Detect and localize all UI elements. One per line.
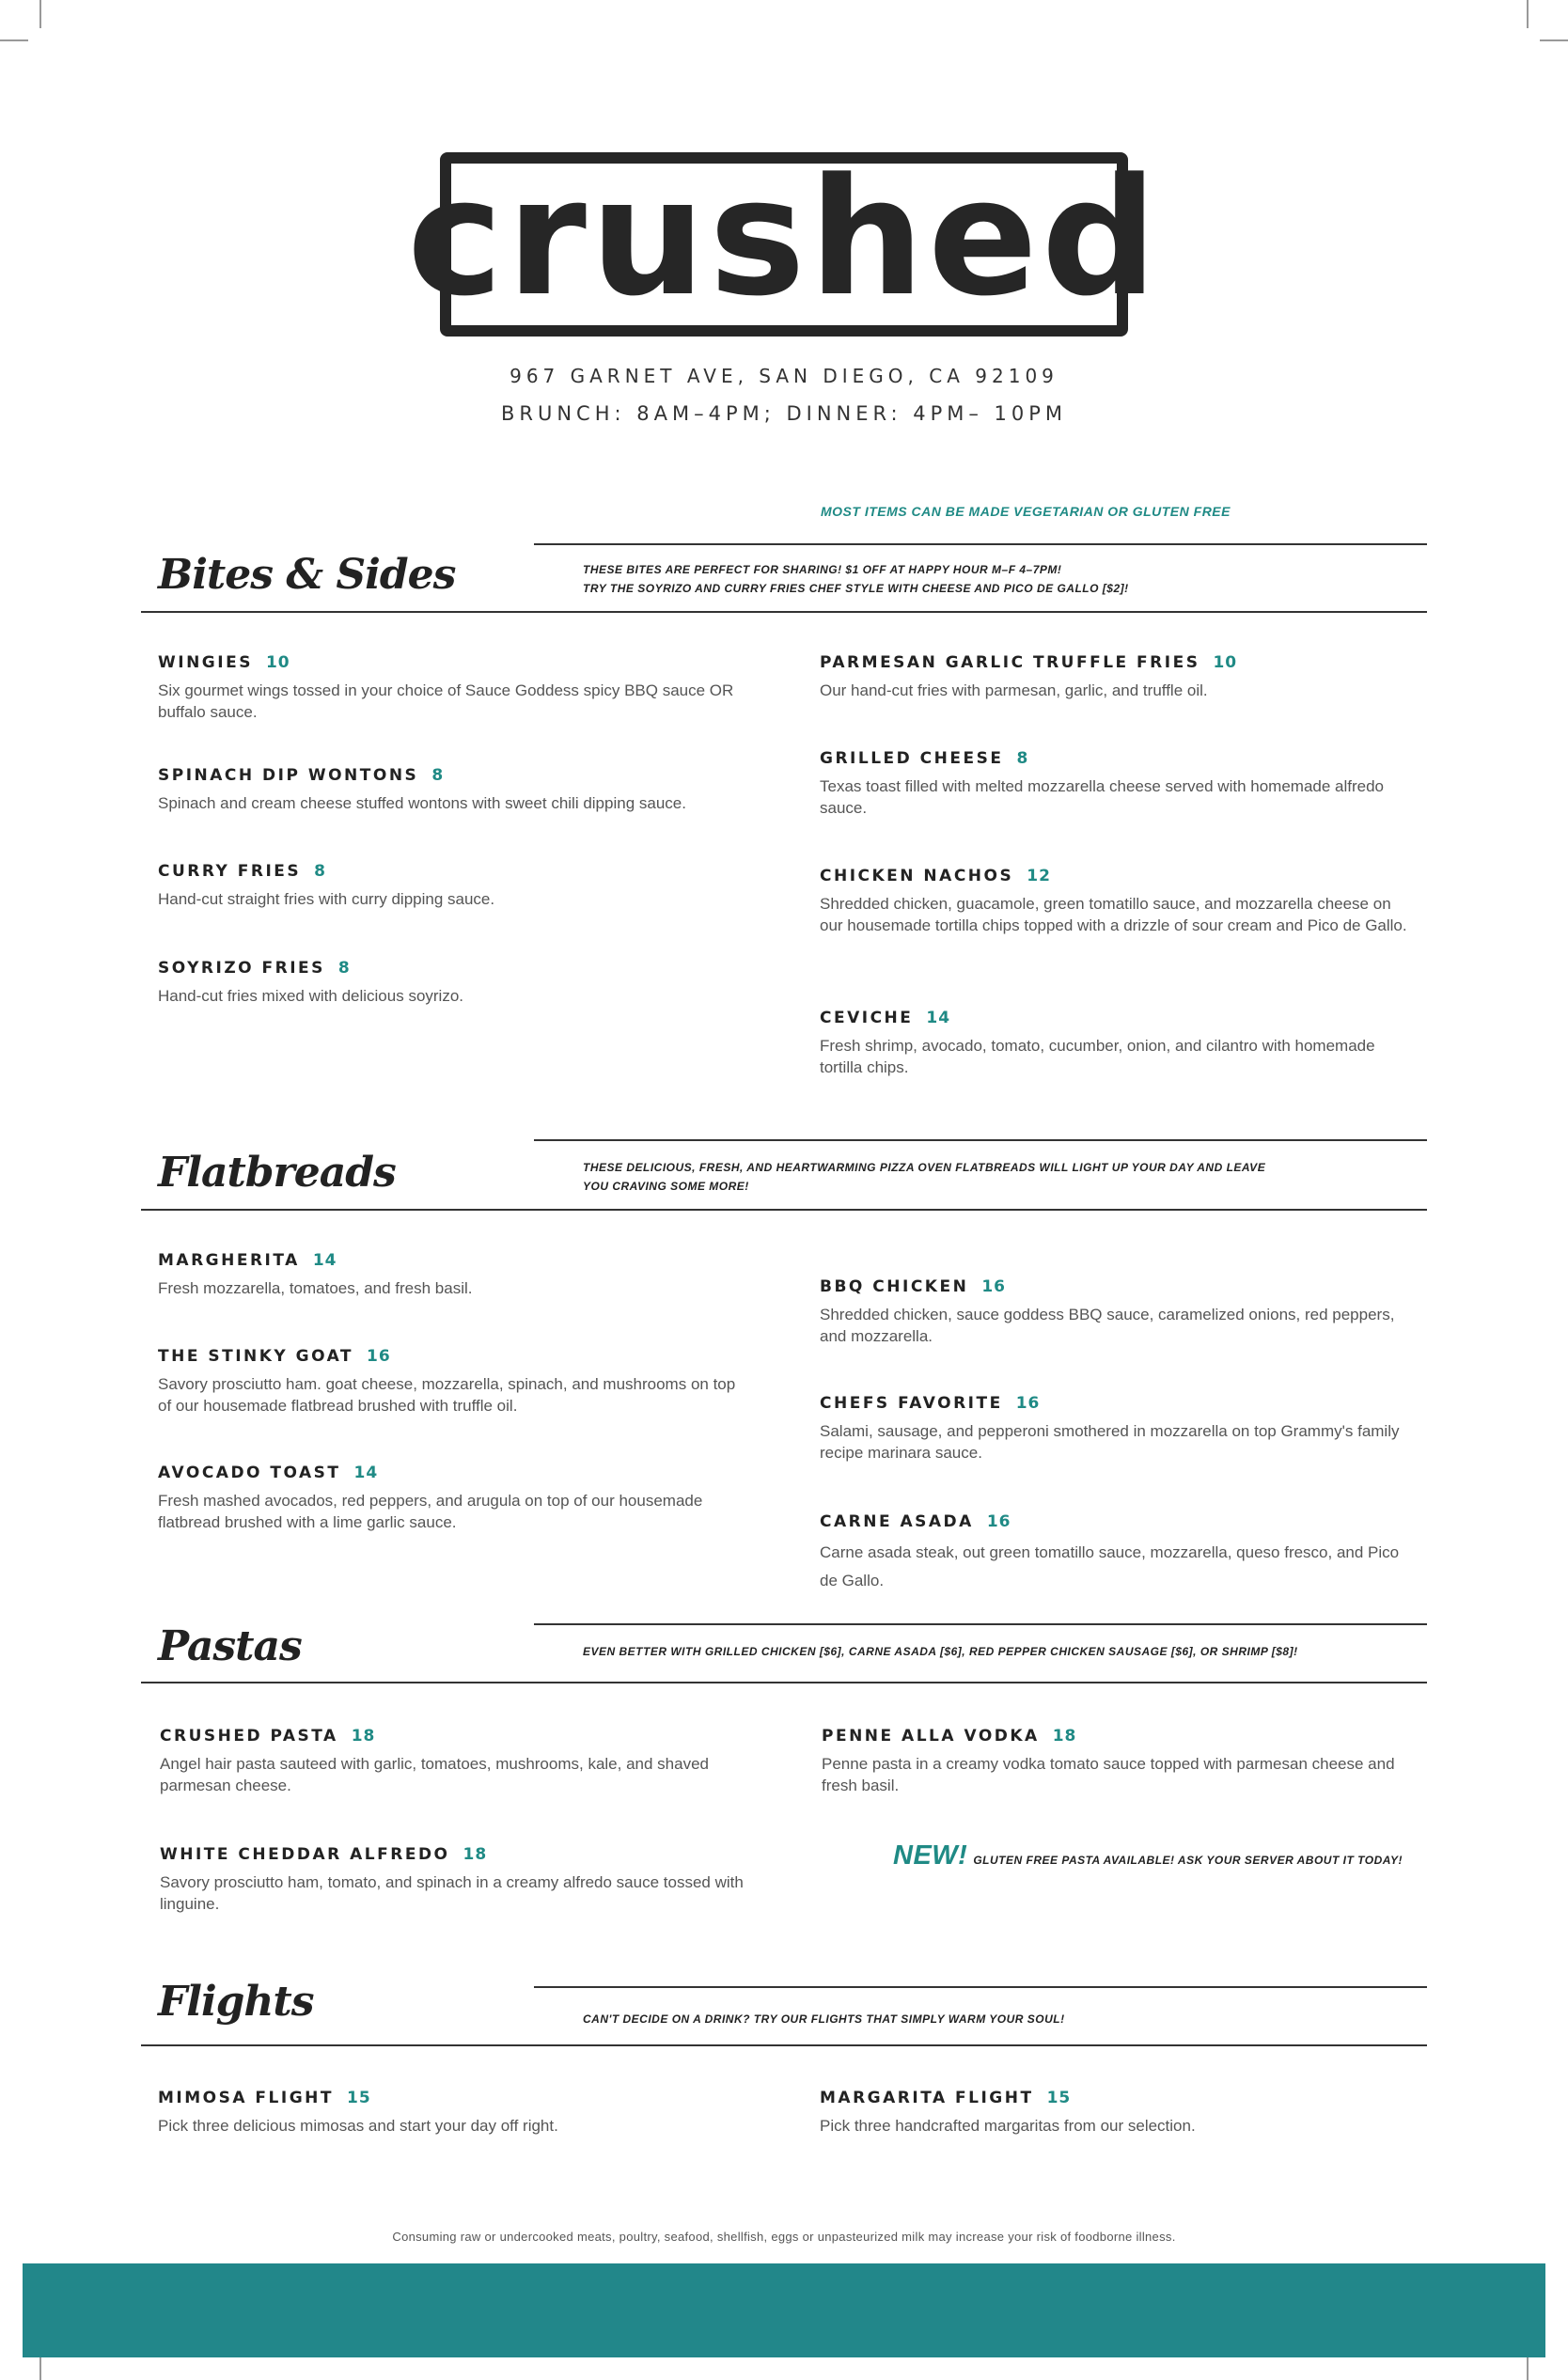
menu-item (158, 1347, 750, 1417)
section-note-line: TRY THE SOYRIZO AND CURRY FRIES CHEF STYLE WITH CHEESE AND PICO DE GALLO [$2]! (583, 582, 1129, 595)
menu-item (820, 2089, 1412, 2137)
section-title-flatbreads: Flatbreads (158, 1149, 396, 1197)
crop-mark (1540, 39, 1568, 41)
item-name: SOYRIZO FRIES (158, 959, 325, 978)
item-name: CRUSHED PASTA (160, 1727, 338, 1746)
item-description: Fresh mozzarella, tomatoes, and fresh basil. (158, 1279, 473, 1297)
item-name: BBQ CHICKEN (820, 1277, 969, 1296)
menu-item (158, 1464, 750, 1533)
section-note-line: CAN'T DECIDE ON A DRINK? TRY OUR FLIGHTS THAT SIMPLY WARM YOUR SOUL! (583, 2012, 1065, 2026)
item-price: 14 (353, 1464, 379, 1482)
item-description: Fresh shrimp, avocado, tomato, cucumber, onion, and cilantro with homemade tortilla chips. (820, 1037, 1375, 1076)
section-rule-top (534, 1986, 1427, 1988)
menu-item (158, 766, 750, 814)
section-title-bites: Bites & Sides (158, 551, 456, 599)
menu-item (822, 1727, 1414, 1796)
item-price: 15 (1046, 2089, 1072, 2107)
item-price: 8 (1016, 749, 1029, 768)
item-description: Salami, sausage, and pepperoni smothered in mozzarella on top Grammy's family recipe marinara sauce. (820, 1422, 1400, 1462)
item-price: 16 (981, 1277, 1006, 1296)
item-name: CURRY FRIES (158, 862, 302, 881)
item-price: 15 (346, 2089, 371, 2107)
menu-item (820, 867, 1412, 936)
section-note-bites (583, 560, 1129, 598)
item-price: 14 (926, 1009, 951, 1027)
item-description: Spinach and cream cheese stuffed wontons with sweet chili dipping sauce. (158, 794, 686, 812)
item-name: WINGIES (158, 653, 253, 672)
menu-item (820, 1009, 1412, 1078)
item-description: Six gourmet wings tossed in your choice of Sauce Goddess spicy BBQ sauce OR buffalo sauce. (158, 681, 734, 721)
item-price: 14 (312, 1251, 337, 1270)
crop-mark (1527, 0, 1529, 28)
item-description: Savory prosciutto ham, tomato, and spinach in a creamy alfredo sauce tossed with linguine. (160, 1873, 744, 1913)
section-rule-top (534, 1623, 1427, 1625)
dietary-note: MOST ITEMS CAN BE MADE VEGETARIAN OR GLUTEN FREE (821, 504, 1231, 519)
item-price: 8 (337, 959, 351, 978)
menu-item (158, 653, 750, 723)
item-price: 16 (1015, 1394, 1041, 1413)
new-gluten-free-note (893, 1840, 1403, 1871)
section-note-pastas (583, 1642, 1298, 1661)
brand-logo-text: crushed (407, 143, 1161, 332)
section-rule-bottom (141, 1682, 1427, 1683)
item-price: 18 (1052, 1727, 1077, 1746)
item-description: Penne pasta in a creamy vodka tomato sauce topped with parmesan cheese and fresh basil. (822, 1755, 1395, 1794)
new-badge: NEW! (893, 1840, 968, 1871)
menu-item (158, 2089, 750, 2137)
brand-logo (407, 143, 1161, 337)
section-rule-top (534, 543, 1427, 545)
item-price: 8 (431, 766, 445, 785)
item-name: SPINACH DIP WONTONS (158, 766, 419, 785)
section-rule-bottom (141, 1209, 1427, 1211)
section-note-flights (583, 2010, 1065, 2028)
item-description: Shredded chicken, guacamole, green tomatillo sauce, and mozzarella cheese on our housemade tortilla chips topped with a drizzle of sour cream and Pico de Gallo. (820, 895, 1407, 934)
section-rule-bottom (141, 2044, 1427, 2046)
crop-mark (0, 39, 28, 41)
section-rule-top (534, 1139, 1427, 1141)
item-price: 16 (367, 1347, 391, 1366)
item-price: 16 (986, 1512, 1011, 1531)
item-description: Shredded chicken, sauce goddess BBQ sauce, caramelized onions, red peppers, and mozzarella. (820, 1306, 1395, 1345)
item-name: THE STINKY GOAT (158, 1347, 354, 1366)
item-price: 12 (1027, 867, 1051, 885)
item-description: Carne asada steak, out green tomatillo sauce, mozzarella, queso fresco, and Pico de Gallo. (820, 1543, 1400, 1589)
menu-item (160, 1727, 752, 1796)
section-title-pastas: Pastas (158, 1622, 302, 1670)
address: 967 GARNET AVE, SAN DIEGO, CA 92109 (510, 365, 1058, 387)
menu-item (158, 1251, 750, 1299)
item-description: Angel hair pasta sauteed with garlic, tomatoes, mushrooms, kale, and shaved parmesan cheese. (160, 1755, 709, 1794)
item-name: CHICKEN NACHOS (820, 867, 1014, 885)
item-name: AVOCADO TOAST (158, 1464, 341, 1482)
section-note-line: THESE DELICIOUS, FRESH, AND HEARTWARMING PIZZA OVEN FLATBREADS WILL LIGHT UP YOUR DAY AND LEAVE (583, 1161, 1266, 1174)
item-name: CARNE ASADA (820, 1512, 974, 1531)
item-name: CEVICHE (820, 1009, 914, 1027)
menu-item (820, 1277, 1412, 1347)
item-name: GRILLED CHEESE (820, 749, 1004, 768)
item-description: Hand-cut fries mixed with delicious soyrizo. (158, 987, 464, 1005)
item-description: Hand-cut straight fries with curry dipping sauce. (158, 890, 495, 908)
item-name: MARGHERITA (158, 1251, 300, 1270)
new-note-text: GLUTEN FREE PASTA AVAILABLE! ASK YOUR SERVER ABOUT IT TODAY! (973, 1854, 1403, 1867)
health-disclaimer: Consuming raw or undercooked meats, poultry, seafood, shellfish, eggs or unpasteurized milk may increase your risk of foodborne illness. (392, 2230, 1176, 2244)
item-description: Pick three handcrafted margaritas from our selection. (820, 2117, 1196, 2135)
item-price: 18 (351, 1727, 376, 1746)
item-price: 18 (463, 1845, 488, 1864)
section-rule-bottom (141, 611, 1427, 613)
item-description: Pick three delicious mimosas and start your day off right. (158, 2117, 558, 2135)
menu-item (820, 653, 1412, 701)
item-price: 10 (1213, 653, 1238, 672)
footer-bar (23, 2263, 1545, 2357)
crop-mark (39, 0, 41, 28)
item-price: 8 (314, 862, 326, 881)
hours: BRUNCH: 8AM–4PM; DINNER: 4PM– 10PM (500, 402, 1068, 425)
menu-item (820, 1512, 1412, 1595)
item-name: PARMESAN GARLIC TRUFFLE FRIES (820, 653, 1200, 672)
item-description: Texas toast filled with melted mozzarella cheese served with homemade alfredo sauce. (820, 777, 1385, 817)
item-description: Our hand-cut fries with parmesan, garlic, and truffle oil. (820, 681, 1208, 699)
item-price: 10 (265, 653, 290, 672)
item-name: MARGARITA FLIGHT (820, 2089, 1034, 2107)
item-name: CHEFS FAVORITE (820, 1394, 1003, 1413)
item-name: MIMOSA FLIGHT (158, 2089, 334, 2107)
menu-item (820, 749, 1412, 819)
menu-item (158, 959, 750, 1007)
section-note-flatbreads (583, 1158, 1265, 1196)
item-description: Fresh mashed avocados, red peppers, and arugula on top of our housemade flatbread brushed with a lime garlic sauce. (158, 1492, 703, 1531)
section-title-flights: Flights (158, 1978, 314, 2026)
item-name: PENNE ALLA VODKA (822, 1727, 1040, 1746)
item-name: WHITE CHEDDAR ALFREDO (160, 1845, 450, 1864)
section-note-line: EVEN BETTER WITH GRILLED CHICKEN [$6], CARNE ASADA [$6], RED PEPPER CHICKEN SAUSAGE [$6], OR SHRIMP [$8]! (583, 1645, 1298, 1658)
section-note-line: YOU CRAVING SOME MORE! (583, 1180, 749, 1193)
menu-item (820, 1394, 1412, 1464)
section-note-line: THESE BITES ARE PERFECT FOR SHARING! $1 OFF AT HAPPY HOUR M–F 4–7PM! (583, 563, 1062, 576)
menu-item (158, 862, 750, 910)
item-description: Savory prosciutto ham. goat cheese, mozzarella, spinach, and mushrooms on top of our housemade flatbread brushed with truffle oil. (158, 1375, 736, 1415)
menu-item (160, 1845, 752, 1915)
